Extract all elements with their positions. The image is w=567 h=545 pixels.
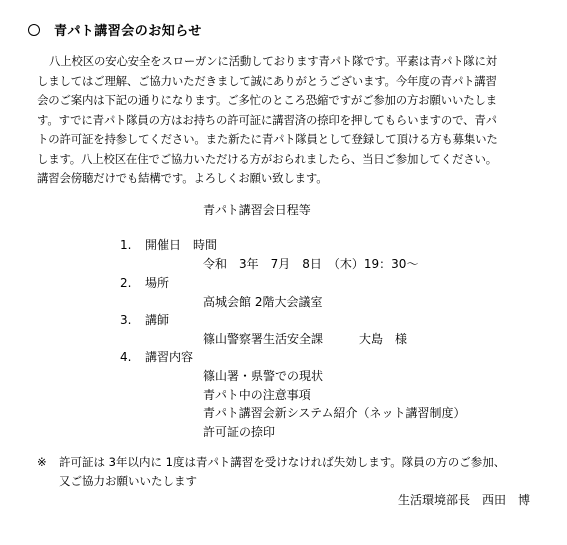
circle-bullet-icon [28,24,40,36]
intro-line: 八上校区の安心安全をスローガンに活動しております青パト隊です。平素は青パト隊に対 [49,54,498,68]
item-detail: 令和 3年 7月 8日 （木）19：30～ [203,257,419,271]
item-number: 2. [120,276,132,290]
item-detail: 青パト中の注意事項 [203,388,311,402]
footnote [37,454,505,470]
schedule-item-venue [120,274,169,291]
item-detail: 高城会館 2階大会議室 [203,295,323,309]
signature: 生活環境部長 西田 博 [398,493,531,507]
item-detail: 許可証の捺印 [203,425,276,439]
intro-paragraph [37,52,552,189]
schedule-item-date [120,236,217,253]
schedule-item-lecturer [120,311,169,328]
intro-line: 会のご案内は下記の通りになります。ご多忙のところ恐縮ですがご参加の方お願いいたしま [37,93,497,107]
footnote-mark: ※ [37,455,47,469]
item-number: 1. [120,238,132,252]
footnote-line: 許可証は 3年以内に 1度は青パト講習を受けなければ失効します。隊員の方のご参加、 [59,455,506,469]
item-detail: 篠山署・県警での現状 [203,369,324,383]
item-label: 場所 [145,276,170,290]
footnote-line: 又ご協力お願いいたします [59,474,197,488]
notice-title [28,20,202,39]
item-number: 3. [120,313,132,327]
intro-line: 講習会傍聴だけでも結構です。よろしくお願い致します。 [37,171,328,185]
schedule-title: 青パト講習会日程等 [203,203,311,217]
item-label: 講師 [145,313,170,327]
item-number: 4. [120,350,132,364]
intro-line: トの許可証を持参してください。また新たに青パト隊員として登録して頂ける方も募集いた [37,132,498,146]
item-detail: 青パト講習会新システム紹介（ネット講習制度） [203,406,466,420]
item-detail: 篠山警察署生活安全課 大島 様 [203,332,408,346]
intro-line: します。八上校区在住でご協力いただける方がおられましたら、当日ご参加してください。 [37,151,497,166]
intro-line: す。すでに青パト隊員の方はお持ちの許可証に講習済の捺印を押してもらいますので、青パ [37,112,497,127]
schedule-item-content [120,348,193,365]
intro-line: しましてはご理解、ご協力いただきまして誠にありがとうございます。今年度の青パト講習 [37,73,497,88]
notice-title-text: 青パト講習会のお知らせ [54,24,202,39]
item-label: 講習内容 [145,350,194,364]
item-label: 開催日 時間 [145,238,218,252]
